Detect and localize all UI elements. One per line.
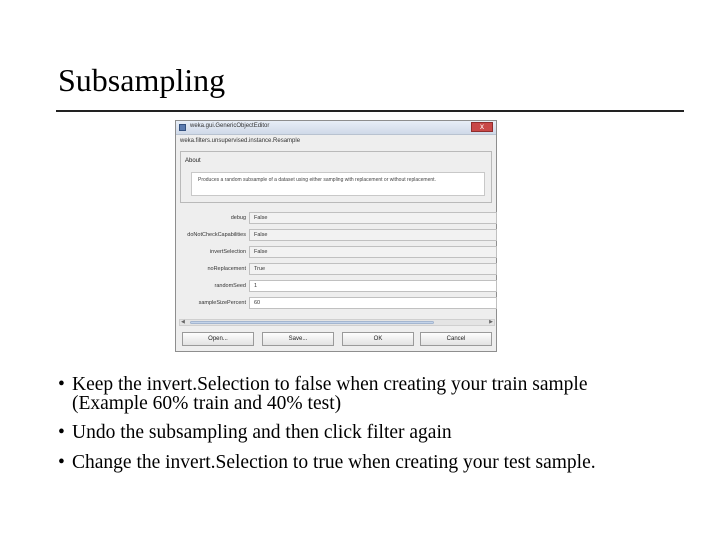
filter-class-path: weka.filters.unsupervised.instance.Resample [180, 138, 301, 144]
slide-title: Subsampling [58, 62, 226, 98]
property-label: sampleSizePercent [198, 300, 246, 306]
bullet-text: Change the invert.Selection to true when creating your test sample. [72, 452, 596, 473]
weka-app-icon [179, 124, 186, 131]
about-panel [180, 151, 492, 203]
bullet-item [58, 418, 698, 448]
bullet-dot: • [58, 374, 65, 395]
sample-size-percent-input[interactable]: 60 [249, 297, 497, 309]
property-row-do-not-check-capabilities [176, 229, 498, 242]
horizontal-scrollbar[interactable] [179, 319, 495, 326]
close-icon[interactable]: x [471, 122, 493, 132]
property-label: noReplacement [207, 266, 246, 272]
do-not-check-capabilities-select[interactable]: False [249, 229, 497, 241]
property-row-invert-selection [176, 246, 498, 259]
scroll-right-icon[interactable]: ▶ [489, 319, 493, 325]
open-button[interactable]: Open... [182, 332, 254, 346]
bullet-list [58, 370, 698, 478]
no-replacement-select[interactable]: True [249, 263, 497, 275]
ok-button[interactable]: OK [342, 332, 414, 346]
about-label: About [185, 158, 201, 164]
scroll-left-icon[interactable]: ◀ [181, 319, 185, 325]
save-button[interactable]: Save... [262, 332, 334, 346]
invert-selection-select[interactable]: False [249, 246, 497, 258]
about-description: Produces a random subsample of a dataset using either sampling with replacement or without replacement. [191, 172, 485, 196]
random-seed-input[interactable]: 1 [249, 280, 497, 292]
property-row-no-replacement [176, 263, 498, 276]
property-row-random-seed [176, 280, 498, 293]
title-divider [56, 110, 684, 112]
dialog-titlebar[interactable] [176, 121, 496, 135]
property-label: doNotCheckCapabilities [187, 232, 246, 238]
generic-object-editor-dialog [175, 120, 497, 352]
property-row-debug [176, 212, 498, 225]
bullet-item [58, 370, 698, 414]
bullet-dot: • [58, 452, 65, 473]
cancel-button[interactable]: Cancel [420, 332, 492, 346]
property-label: debug [230, 215, 246, 221]
bullet-text: Keep the invert.Selection to false when creating your train sample [72, 374, 588, 395]
bullet-item [58, 448, 698, 478]
property-label: invertSelection [209, 249, 246, 255]
bullet-text: Undo the subsampling and then click filter again [72, 422, 452, 443]
bullet-dot: • [58, 422, 65, 443]
bullet-continuation: (Example 60% train and 40% test) [72, 393, 342, 414]
scrollbar-thumb[interactable] [190, 321, 434, 324]
property-label: randomSeed [214, 283, 246, 289]
debug-select[interactable]: False [249, 212, 497, 224]
dialog-title: weka.gui.GenericObjectEditor [190, 123, 270, 129]
property-row-sample-size-percent [176, 297, 498, 310]
